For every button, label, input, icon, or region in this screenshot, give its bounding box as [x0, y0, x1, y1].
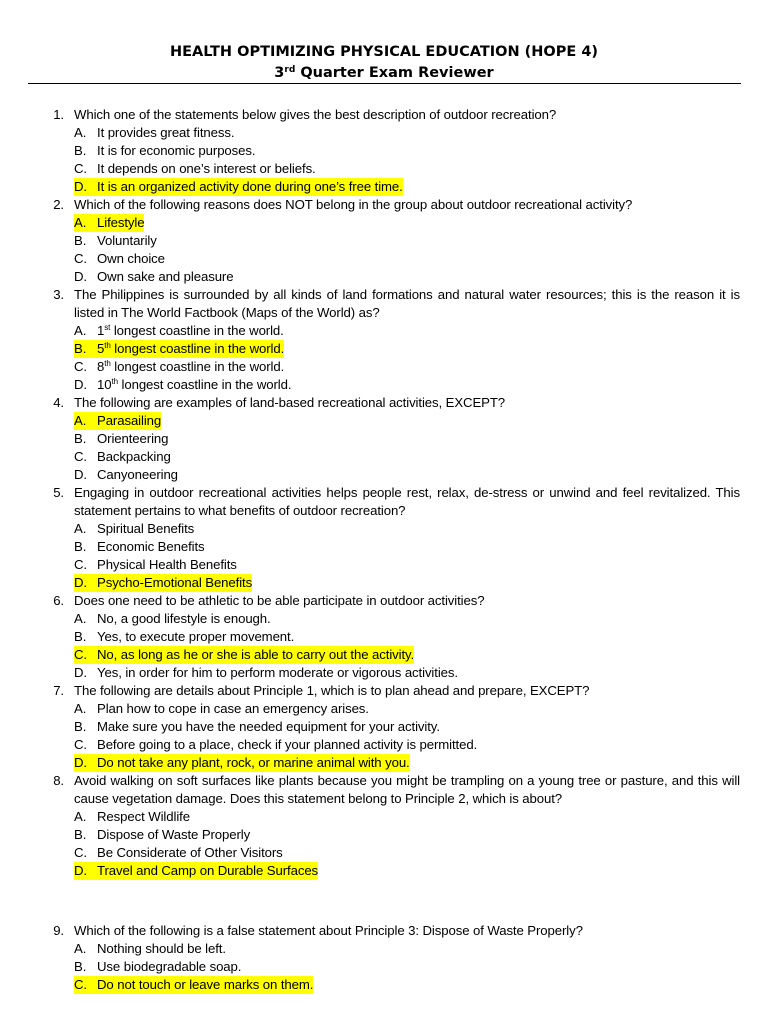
answer-option: [0, 610, 768, 628]
answer-option-highlighted: [0, 862, 768, 880]
question-number: 9.: [53, 923, 64, 938]
option-ordinal-suffix: th: [104, 359, 111, 368]
question-number: 6.: [53, 593, 64, 608]
answer-option: [0, 538, 768, 556]
question-list: [0, 106, 768, 994]
option-letter: D.: [74, 665, 87, 680]
option-letter: A.: [74, 611, 87, 626]
question-text: Engaging in outdoor recreational activities helps people rest, relax, de-stress or unwind and feel revitalized. This statement pertains to what benefits of outdoor recreation?: [74, 485, 740, 518]
answer-option: [0, 700, 768, 718]
question-item: [0, 394, 768, 484]
question-item: [0, 286, 768, 394]
answer-option-highlighted: [0, 178, 768, 196]
answer-option: [0, 664, 768, 682]
option-letter: C.: [74, 737, 87, 752]
option-letter: C.: [74, 161, 87, 176]
subtitle-number: 3: [274, 65, 285, 81]
option-text: No, as long as he or she is able to carry out the activity.: [97, 647, 415, 662]
option-letter: D.: [74, 467, 87, 482]
option-text: Spiritual Benefits: [97, 521, 195, 536]
document-title: HEALTH OPTIMIZING PHYSICAL EDUCATION (HOPE 4): [169, 44, 599, 60]
question-text: Does one need to be athletic to be able participate in outdoor activities?: [74, 593, 485, 608]
option-letter: C.: [74, 557, 87, 572]
option-text: Use biodegradable soap.: [97, 959, 242, 974]
option-text: Travel and Camp on Durable Surfaces: [97, 863, 319, 878]
option-letter: A.: [74, 214, 100, 232]
option-text: Do not take any plant, rock, or marine animal with you.: [97, 755, 410, 770]
option-letter: D.: [74, 754, 101, 772]
option-text: Own sake and pleasure: [97, 269, 234, 284]
option-text: It is for economic purposes.: [97, 143, 256, 158]
option-letter: B.: [74, 629, 87, 644]
option-text: Own choice: [97, 251, 165, 266]
option-text-rest: longest coastline in the world.: [117, 377, 292, 392]
section-spacer: [0, 880, 768, 922]
answer-option-highlighted: [0, 754, 768, 772]
question-number: 3.: [53, 287, 64, 302]
question-number: 4.: [53, 395, 64, 410]
option-text: Nothing should be left.: [97, 941, 226, 956]
option-text: [97, 376, 291, 394]
option-text-rest: longest coastline in the world.: [110, 359, 285, 374]
option-letter: B.: [74, 959, 87, 974]
question-text: The following are details about Principle 1, which is to plan ahead and prepare, EXCEPT?: [74, 683, 590, 698]
option-text: [97, 340, 284, 358]
option-letter: B.: [74, 143, 87, 158]
answer-option: [0, 556, 768, 574]
option-letter: A.: [74, 701, 87, 716]
answer-option: [0, 448, 768, 466]
question-item: [0, 196, 768, 286]
question-item: [0, 922, 768, 994]
option-text: It depends on one’s interest or beliefs.: [97, 161, 316, 176]
answer-option: [0, 808, 768, 826]
option-text: Do not touch or leave marks on them.: [97, 977, 314, 992]
option-text: Be Considerate of Other Visitors: [97, 845, 283, 860]
option-text: Orienteering: [97, 431, 169, 446]
option-text: Yes, in order for him to perform moderate or vigorous activities.: [97, 665, 458, 680]
answer-option: [0, 142, 768, 160]
option-letter: A.: [74, 809, 87, 824]
answer-option: [0, 718, 768, 736]
option-text-rest: longest coastline in the world.: [110, 323, 284, 338]
question-text: Which one of the statements below gives the best description of outdoor recreation?: [74, 107, 557, 122]
answer-option: [0, 160, 768, 178]
option-text: Dispose of Waste Properly: [97, 827, 251, 842]
answer-option: [0, 358, 768, 376]
answer-option-highlighted: [0, 976, 768, 994]
option-text: Before going to a place, check if your planned activity is permitted.: [97, 737, 478, 752]
option-letter: A.: [74, 521, 87, 536]
option-letter: D.: [74, 178, 101, 196]
option-text: [97, 322, 284, 340]
answer-option-highlighted: [0, 214, 768, 232]
option-ordinal-number: 1: [97, 323, 105, 338]
option-text-rest: longest coastline in the world.: [110, 341, 285, 356]
subtitle-text: Quarter Exam Reviewer: [295, 65, 494, 81]
option-letter: A.: [74, 125, 87, 140]
option-text: Physical Health Benefits: [97, 557, 237, 572]
question-number: 7.: [53, 683, 64, 698]
option-text: Yes, to execute proper movement.: [97, 629, 295, 644]
answer-option: [0, 844, 768, 862]
option-text: Psycho-Emotional Benefits: [97, 575, 253, 590]
title-divider: [28, 83, 741, 84]
option-letter: B.: [74, 827, 87, 842]
option-text: Voluntarily: [97, 233, 157, 248]
answer-option: [0, 466, 768, 484]
option-ordinal-number: 5: [97, 341, 105, 356]
question-item: [0, 682, 768, 772]
option-letter: A.: [74, 323, 87, 338]
option-letter: B.: [74, 233, 87, 248]
answer-option-highlighted: [0, 574, 768, 592]
answer-option: [0, 628, 768, 646]
option-text: It provides great fitness.: [97, 125, 235, 140]
option-letter: D.: [74, 269, 87, 284]
option-ordinal-suffix: th: [111, 377, 118, 386]
option-letter: C.: [74, 449, 87, 464]
answer-option-highlighted: [0, 340, 768, 358]
option-text: Plan how to cope in case an emergency arises.: [97, 701, 369, 716]
answer-option: [0, 958, 768, 976]
option-text: Economic Benefits: [97, 539, 205, 554]
option-letter: C.: [74, 359, 87, 374]
question-number: 8.: [53, 773, 64, 788]
question-number: 1.: [53, 107, 64, 122]
subtitle-ordinal-suffix: rd: [284, 65, 296, 75]
option-ordinal-number: 10: [97, 377, 112, 392]
question-item: [0, 772, 768, 880]
option-letter: D.: [74, 574, 101, 592]
question-text: The Philippines is surrounded by all kinds of land formations and natural water resources; this is the reason it is listed in The World Factbook (Maps of the World) as?: [74, 287, 740, 320]
answer-option: [0, 322, 768, 340]
question-text: The following are examples of land-based recreational activities, EXCEPT?: [74, 395, 506, 410]
answer-option: [0, 232, 768, 250]
option-letter: C.: [74, 845, 87, 860]
answer-option: [0, 376, 768, 394]
question-item: [0, 106, 768, 196]
option-text: Make sure you have the needed equipment for your activity.: [97, 719, 440, 734]
option-text: Backpacking: [97, 449, 171, 464]
option-ordinal-suffix: th: [104, 341, 111, 350]
question-text: Avoid walking on soft surfaces like plants because you might be trampling on a young tree or pasture, and this will cause vegetation damage. Does this statement belong to Principle 2, which is about?: [74, 773, 740, 806]
option-letter: B.: [74, 431, 87, 446]
question-text: Which of the following reasons does NOT belong in the group about outdoor recreational activity?: [74, 197, 633, 212]
option-text: Respect Wildlife: [97, 809, 190, 824]
question-number: 5.: [53, 485, 64, 500]
option-letter: C.: [74, 646, 101, 664]
answer-option: [0, 520, 768, 538]
question-item: [0, 592, 768, 682]
option-ordinal-number: 8: [97, 359, 105, 374]
document-subtitle: [0, 64, 768, 82]
option-letter: D.: [74, 377, 87, 392]
answer-option: [0, 736, 768, 754]
option-text: It is an organized activity done during one’s free time.: [97, 179, 403, 194]
answer-option: [0, 430, 768, 448]
option-text: [97, 358, 284, 376]
answer-option: [0, 268, 768, 286]
option-text: Canyoneering: [97, 467, 178, 482]
answer-option: [0, 940, 768, 958]
answer-option: [0, 250, 768, 268]
answer-option-highlighted: [0, 412, 768, 430]
option-letter: D.: [74, 862, 101, 880]
option-letter: A.: [74, 412, 100, 430]
answer-option: [0, 826, 768, 844]
option-text: Lifestyle: [97, 215, 145, 230]
option-letter: A.: [74, 941, 87, 956]
option-letter: B.: [74, 539, 87, 554]
option-text: Parasailing: [97, 413, 162, 428]
question-text: Which of the following is a false statement about Principle 3: Dispose of Waste Properly?: [74, 923, 583, 938]
option-letter: C.: [74, 976, 101, 994]
option-letter: B.: [74, 719, 87, 734]
question-number: 2.: [53, 197, 64, 212]
answer-option-highlighted: [0, 646, 768, 664]
answer-option: [0, 124, 768, 142]
option-letter: C.: [74, 251, 87, 266]
option-text: No, a good lifestyle is enough.: [97, 611, 271, 626]
option-letter: B.: [74, 340, 100, 358]
question-item: [0, 484, 768, 592]
option-ordinal-suffix: st: [104, 323, 111, 332]
